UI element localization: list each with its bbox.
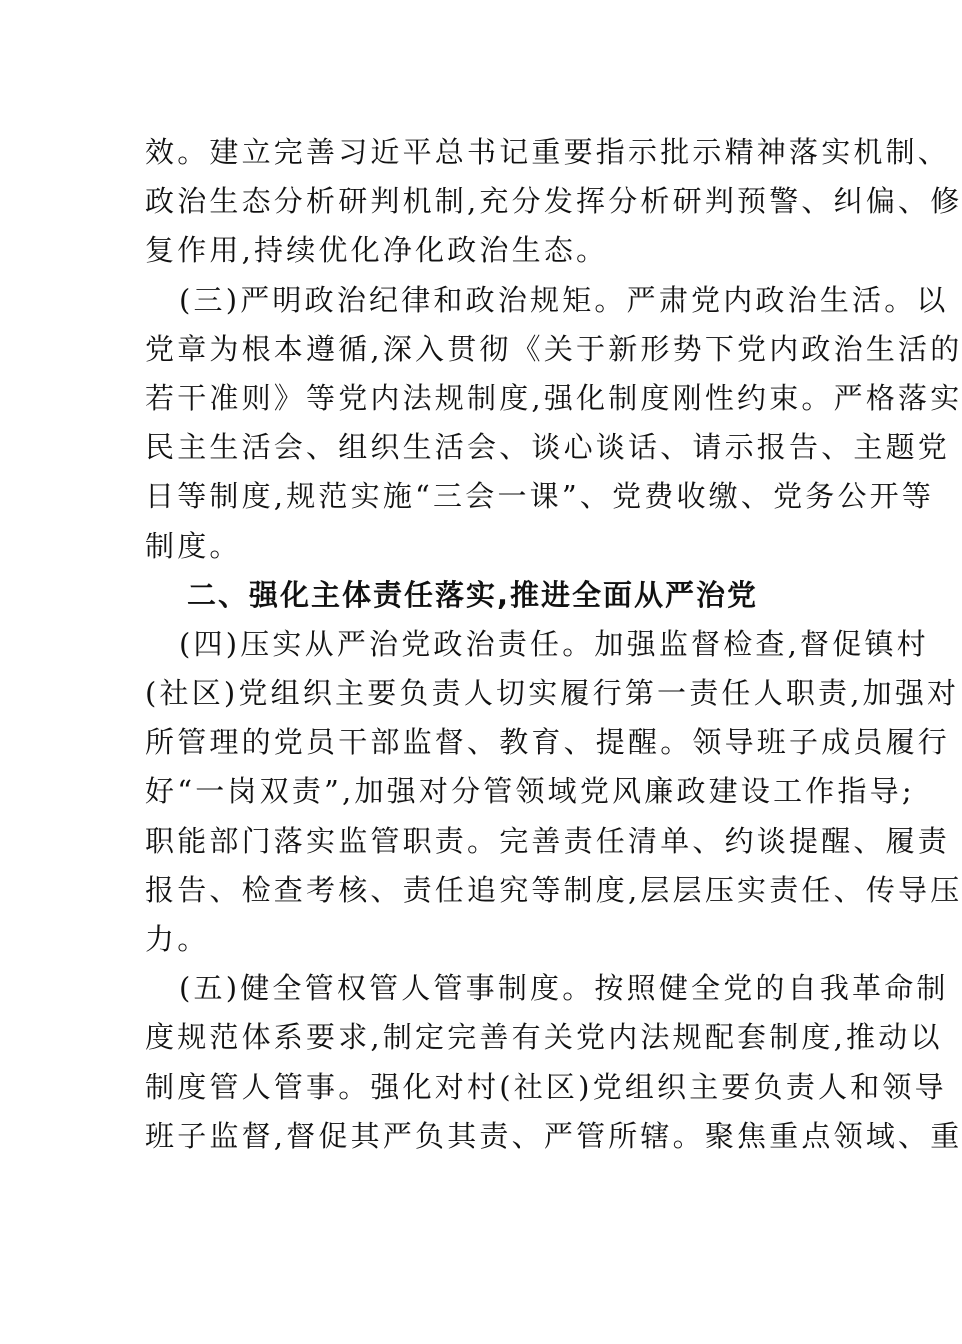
text-line: 若干准则》等党内法规制度,强化制度刚性约束。严格落实 <box>145 380 962 415</box>
text-line: (五)健全管权管人管事制度。按照健全党的自我革命制 <box>179 971 949 1006</box>
document-body <box>145 128 962 1161</box>
text-line: 报告、检查考核、责任追究等制度,层层压实责任、传导压 <box>145 872 962 907</box>
text-line: 班子监督,督促其严负其责、严管所辖。聚焦重点领域、重 <box>145 1118 962 1153</box>
text-line: 日等制度,规范实施“三会一课”、党费收缴、党务公开等 <box>145 479 935 514</box>
text-line: 所管理的党员干部监督、教育、提醒。领导班子成员履行 <box>145 725 951 760</box>
text-line: (四)压实从严治党政治责任。加强监督检查,督促镇村 <box>179 626 929 661</box>
paragraph-power-management <box>145 964 962 1161</box>
paragraph-discipline-rules <box>145 276 962 571</box>
text-line: 度规范体系要求,制定完善有关党内法规配套制度,推动以 <box>145 1020 943 1055</box>
text-line: 力。 <box>145 922 210 956</box>
text-line: 制度。 <box>145 528 242 563</box>
text-line: 民主生活会、组织生活会、谈心谈话、请示报告、主题党 <box>145 430 951 465</box>
text-line: (社区)党组织主要负责人切实履行第一责任人职责,加强对 <box>145 676 960 711</box>
section-heading <box>145 571 810 620</box>
paragraph-political-ecology <box>145 128 962 276</box>
section-heading-text: 二、强化主体责任落实,推进全面从严治党 <box>187 577 759 612</box>
text-line: 党章为根本遵循,深入贯彻《关于新形势下党内政治生活的 <box>145 331 962 366</box>
text-line: 好“一岗双责”,加强对分管领域党风廉政建设工作指导; <box>145 774 915 809</box>
text-line: 职能部门落实监管职责。完善责任清单、约谈提醒、履责 <box>145 823 951 858</box>
paragraph-party-responsibility <box>145 620 962 964</box>
text-line: 政治生态分析研判机制,充分发挥分析研判预警、纠偏、修 <box>145 184 962 219</box>
text-line: 制度管人管事。强化对村(社区)党组织主要负责人和领导 <box>145 1069 947 1104</box>
text-line: (三)严明政治纪律和政治规矩。严肃党内政治生活。以 <box>179 282 949 317</box>
text-line: 复作用,持续优化净化政治生态。 <box>145 233 609 268</box>
text-line: 效。建立完善习近平总书记重要指示批示精神落实机制、 <box>145 135 951 169</box>
